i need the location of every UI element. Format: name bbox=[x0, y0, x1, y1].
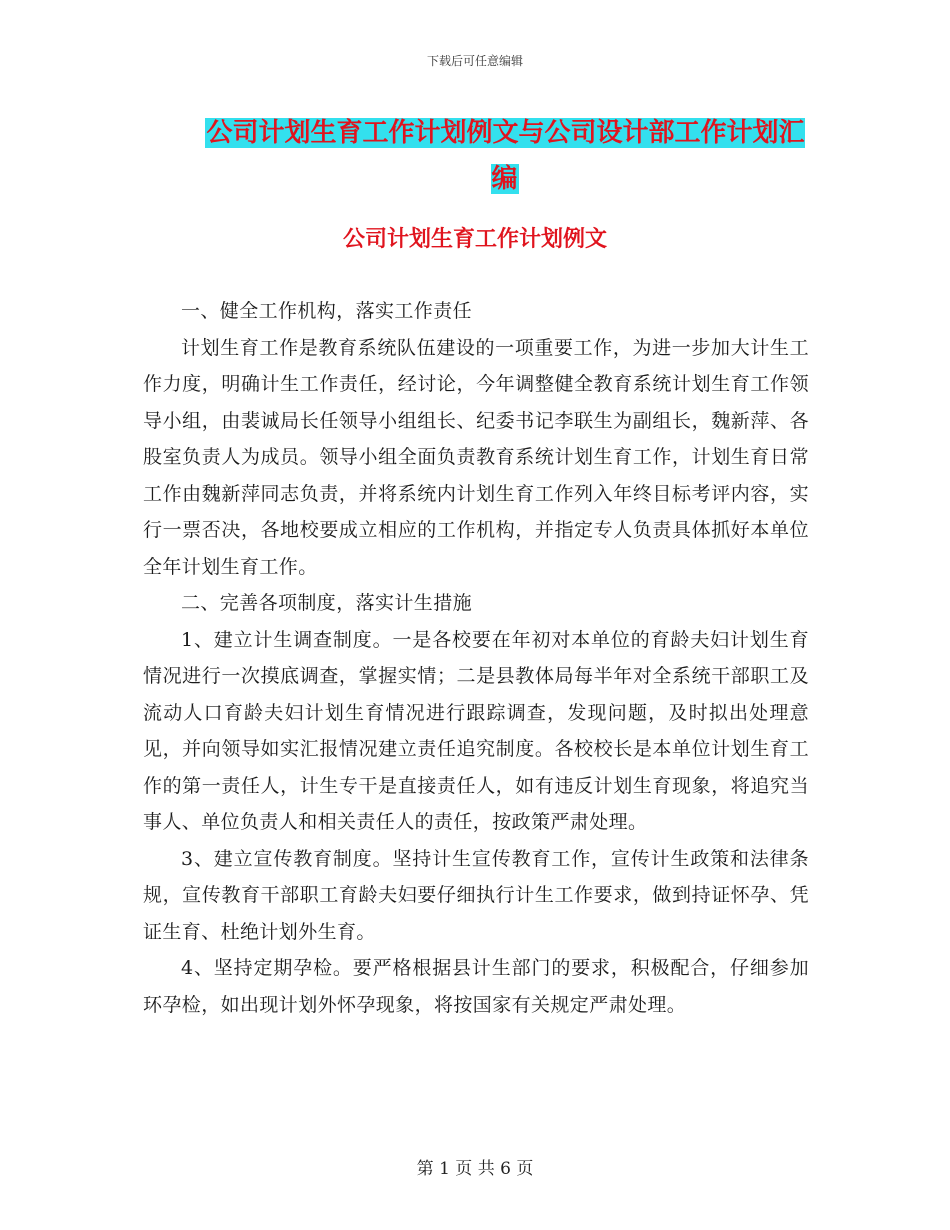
document-body bbox=[143, 293, 809, 1023]
heading-paragraph: 二、完善各项制度，落实计生措施 bbox=[181, 592, 473, 614]
heading-paragraph: 一、健全工作机构，落实工作责任 bbox=[181, 300, 473, 322]
document-title bbox=[195, 110, 815, 202]
body-paragraph: 3、建立宣传教育制度。坚持计生宣传教育工作，宣传计生政策和法律条规，宣传教育干部职工育龄夫妇要仔细执行计生工作要求，做到持证怀孕、凭证生育、杜绝计划外生育。 bbox=[143, 847, 809, 943]
body-paragraph: 计划生育工作是教育系统队伍建设的一项重要工作，为进一步加大计生工作力度，明确计生工作责任，经讨论，今年调整健全教育系统计划生育工作领导小组，由裴诚局长任领导小组组长、纪委书记李联生为副组长，魏新萍、各股室负责人为成员。领导小组全面负责教育系统计划生育工作，计划生育日常工作由魏新萍同志负责，并将系统内计划生育工作列入年终目标考评内容，实行一票否决，各地校要成立相应的工作机构，并指定专人负责具体抓好本单位全年计划生育工作。 bbox=[143, 336, 809, 578]
body-paragraph: 1、建立计生调查制度。一是各校要在年初对本单位的育龄夫妇计划生育情况进行一次摸底调查，掌握实情；二是县教体局每半年对全系统干部职工及流动人口育龄夫妇计划生育情况进行跟踪调查，发现问题，及时拟出处理意见，并向领导如实汇报情况建立责任追究制度。各校校长是本单位计划生育工作的第一责任人，计生专干是直接责任人，如有违反计划生育现象，将追究当事人、单位负责人和相关责任人的责任，按政策严肃处理。 bbox=[143, 628, 809, 833]
page-footer: 第 1 页 共 6 页 bbox=[416, 1159, 534, 1179]
header-note: 下载后可任意编辑 bbox=[426, 54, 523, 68]
section-title: 公司计划生育工作计划例文 bbox=[342, 227, 607, 252]
document-title-text: 公司计划生育工作计划例文与公司设计部工作计划汇编 bbox=[206, 118, 805, 194]
body-paragraph: 4、坚持定期孕检。要严格根据县计生部门的要求，积极配合，仔细参加环孕检，如出现计划外怀孕现象，将按国家有关规定严肃处理。 bbox=[143, 957, 809, 1016]
